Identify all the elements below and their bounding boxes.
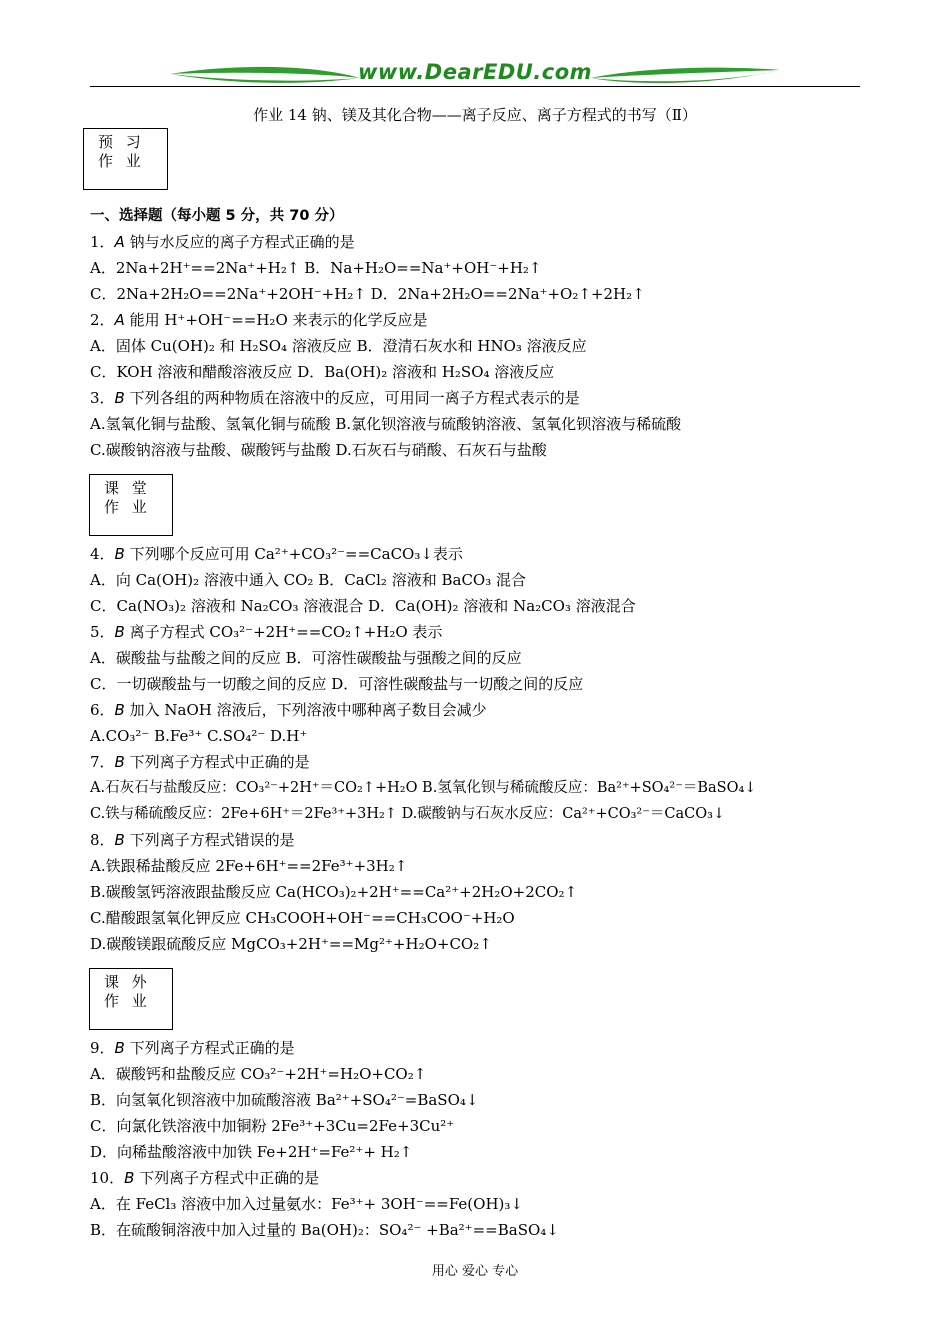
options-q1-ab: A．2Na+2H⁺==2Na⁺+H₂↑ B．Na+H₂O==Na⁺+OH⁻+H₂↑: [90, 259, 542, 277]
question-stem: 钠与水反应的离子方程式正确的是: [124, 233, 355, 251]
difficulty-level: B: [114, 1039, 125, 1057]
question-stem: 离子方程式 CO₃²⁻+2H⁺==CO₂↑+H₂O 表示: [124, 623, 443, 641]
question-number: 1．: [90, 233, 115, 251]
box-label-line2: 作 业: [104, 498, 151, 516]
difficulty-level: B: [114, 753, 125, 771]
option-q8-b: B.碳酸氢钙溶液跟盐酸反应 Ca(HCO₃)₂+2H⁺==Ca²⁺+2H₂O+2CO₂↑: [90, 883, 578, 901]
site-logo: [170, 60, 780, 92]
question-2: [90, 310, 428, 330]
options-q6: A.CO₃²⁻ B.Fe³⁺ C.SO₄²⁻ D.H⁺: [90, 727, 308, 745]
option-q10-a: A．在 FeCl₃ 溶液中加入过量氨水：Fe³⁺+ 3OH⁻==Fe(OH)₃↓: [90, 1195, 523, 1213]
question-3: [90, 388, 580, 408]
box-label-line1: 预 习: [98, 133, 145, 151]
question-1: [90, 232, 355, 252]
option-q9-a: A．碳酸钙和盐酸反应 CO₃²⁻+2H⁺=H₂O+CO₂↑: [90, 1065, 427, 1083]
box-label-line1: 课 外: [104, 973, 151, 991]
question-stem: 加入 NaOH 溶液后，下列溶液中哪种离子数目会减少: [124, 701, 487, 719]
question-5: [90, 622, 442, 642]
option-q8-c: C.醋酸跟氢氧化钾反应 CH₃COOH+OH⁻==CH₃COO⁻+H₂O: [90, 909, 515, 927]
box-label-line2: 作 业: [98, 152, 145, 170]
question-4: [90, 544, 463, 564]
question-number: 7．: [90, 753, 115, 771]
box-label-line2: 作 业: [104, 992, 151, 1010]
difficulty-level: B: [124, 1169, 135, 1187]
option-q10-b: B．在硫酸铜溶液中加入过量的 Ba(OH)₂：SO₄²⁻ +Ba²⁺==BaSO₄↓: [90, 1221, 559, 1239]
classwork-box: [89, 474, 173, 536]
options-q7-ab: A.石灰石与盐酸反应：CO₃²⁻+2H⁺＝CO₂↑+H₂O B.氢氧化钡与稀硫酸反应：Ba²⁺+SO₄²⁻＝BaSO₄↓: [90, 780, 757, 796]
difficulty-level: B: [114, 623, 125, 641]
option-q8-a: A.铁跟稀盐酸反应 2Fe+6H⁺==2Fe³⁺+3H₂↑: [90, 857, 408, 875]
question-stem: 下列离子方程式正确的是: [124, 1039, 295, 1057]
question-6: [90, 700, 487, 720]
preview-homework-box: [83, 128, 168, 190]
question-stem: 下列离子方程式错误的是: [124, 831, 295, 849]
question-7: [90, 752, 310, 772]
question-number: 2．: [90, 311, 115, 329]
options-q1-cd: C．2Na+2H₂O==2Na⁺+2OH⁻+H₂↑ D．2Na+2H₂O==2Na⁺+O₂↑+2H₂↑: [90, 285, 645, 303]
difficulty-level: B: [114, 831, 125, 849]
question-10: [90, 1168, 319, 1188]
question-8: [90, 830, 295, 850]
option-q9-c: C．向氯化铁溶液中加铜粉 2Fe³⁺+3Cu=2Fe+3Cu²⁺: [90, 1117, 455, 1135]
logo-text: www.DearEDU.com: [357, 60, 593, 84]
question-9: [90, 1038, 295, 1058]
section-heading: 一、选择题（每小题 5 分，共 70 分）: [90, 208, 344, 224]
question-stem: 下列离子方程式中正确的是: [134, 1169, 320, 1187]
question-number: 5．: [90, 623, 115, 641]
option-q9-d: D．向稀盐酸溶液中加铁 Fe+2H⁺=Fe²⁺+ H₂↑: [90, 1143, 413, 1161]
question-number: 10．: [90, 1169, 125, 1187]
difficulty-level: A: [114, 233, 125, 251]
option-q8-d: D.碳酸镁跟硫酸反应 MgCO₃+2H⁺==Mg²⁺+H₂O+CO₂↑: [90, 935, 492, 953]
question-number: 8．: [90, 831, 115, 849]
options-q7-cd: C.铁与稀硫酸反应：2Fe+6H⁺＝2Fe³⁺+3H₂↑ D.碳酸钠与石灰水反应：Ca²⁺+CO₃²⁻＝CaCO₃↓: [90, 806, 726, 822]
question-stem: 下列各组的两种物质在溶液中的反应，可用同一离子方程式表示的是: [124, 389, 580, 407]
options-q5-ab: A．碳酸盐与盐酸之间的反应 B．可溶性碳酸盐与强酸之间的反应: [90, 649, 522, 667]
options-q2-ab: A．固体 Cu(OH)₂ 和 H₂SO₄ 溶液反应 B．澄清石灰水和 HNO₃ 溶液反应: [90, 337, 587, 355]
after-class-homework-box: [89, 968, 173, 1030]
question-stem: 下列离子方程式中正确的是: [124, 753, 310, 771]
options-q3-cd: C.碳酸钠溶液与盐酸、碳酸钙与盐酸 D.石灰石与硝酸、石灰石与盐酸: [90, 441, 547, 459]
page-footer: 用心 爱心 专心: [431, 1264, 519, 1279]
question-number: 9．: [90, 1039, 115, 1057]
options-q4-ab: A．向 Ca(OH)₂ 溶液中通入 CO₂ B．CaCl₂ 溶液和 BaCO₃ 混合: [90, 571, 526, 589]
box-label-line1: 课 堂: [104, 479, 151, 497]
page-title: 作业 14 钠、镁及其化合物——离子反应、离子方程式的书写（Ⅱ）: [253, 106, 697, 124]
question-number: 3．: [90, 389, 115, 407]
question-stem: 下列哪个反应可用 Ca²⁺+CO₃²⁻==CaCO₃↓表示: [124, 545, 463, 563]
difficulty-level: B: [114, 389, 125, 407]
question-number: 4．: [90, 545, 115, 563]
options-q4-cd: C．Ca(NO₃)₂ 溶液和 Na₂CO₃ 溶液混合 D．Ca(OH)₂ 溶液和 Na₂CO₃ 溶液混合: [90, 597, 636, 615]
header-rule: [90, 86, 860, 87]
difficulty-level: B: [114, 545, 125, 563]
difficulty-level: A: [114, 311, 125, 329]
options-q3-ab: A.氢氧化铜与盐酸、氢氧化铜与硫酸 B.氯化钡溶液与硫酸钠溶液、氢氧化钡溶液与稀硫酸: [90, 415, 682, 433]
option-q9-b: B．向氢氧化钡溶液中加硫酸溶液 Ba²⁺+SO₄²⁻=BaSO₄↓: [90, 1091, 479, 1109]
question-stem: 能用 H⁺+OH⁻==H₂O 来表示的化学反应是: [124, 311, 428, 329]
options-q5-cd: C．一切碳酸盐与一切酸之间的反应 D．可溶性碳酸盐与一切酸之间的反应: [90, 675, 584, 693]
options-q2-cd: C．KOH 溶液和醋酸溶液反应 D．Ba(OH)₂ 溶液和 H₂SO₄ 溶液反应: [90, 363, 555, 381]
difficulty-level: B: [114, 701, 125, 719]
question-number: 6．: [90, 701, 115, 719]
